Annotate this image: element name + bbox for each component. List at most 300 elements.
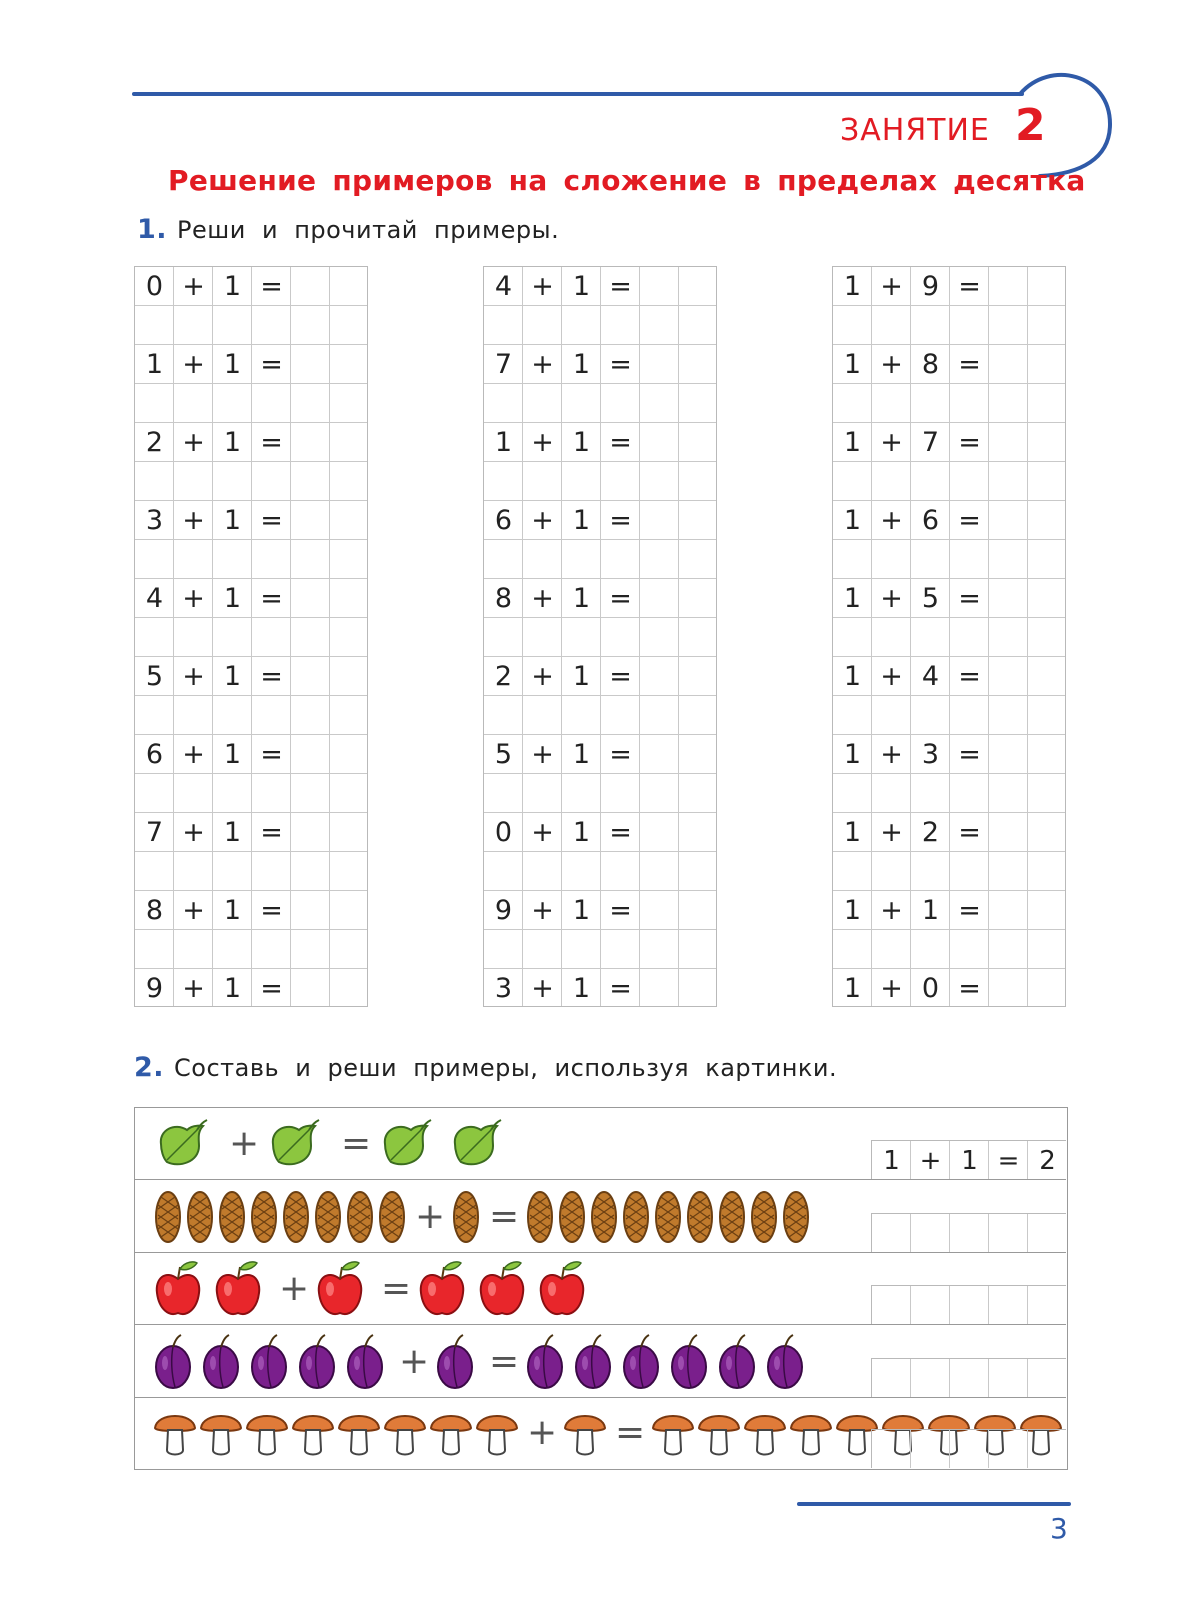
equation-cell: = bbox=[260, 271, 283, 302]
equation-cell: 4 bbox=[145, 583, 164, 614]
answer-cell[interactable] bbox=[911, 1214, 950, 1253]
equation-cell: 7 bbox=[921, 427, 940, 458]
equation-row bbox=[135, 969, 369, 1008]
task1-heading bbox=[137, 214, 559, 245]
answer-cell[interactable] bbox=[989, 267, 1028, 306]
answer-cell[interactable] bbox=[989, 891, 1028, 930]
apple-icon bbox=[213, 1259, 263, 1323]
pinecone-icon bbox=[377, 1189, 407, 1249]
equation-cell: 1 bbox=[843, 895, 862, 926]
pinecone-icon bbox=[589, 1189, 619, 1249]
equals-sign: = bbox=[341, 1123, 372, 1164]
answer-cell[interactable] bbox=[1028, 423, 1067, 462]
equation-cell: = bbox=[609, 271, 632, 302]
answer-cell[interactable] bbox=[640, 423, 679, 462]
answer-cell[interactable] bbox=[1028, 1286, 1067, 1325]
answer-cells[interactable] bbox=[871, 1285, 1066, 1324]
answer-cell[interactable] bbox=[1028, 891, 1067, 930]
equation-row bbox=[484, 345, 718, 384]
equation-cell: 5 bbox=[494, 739, 513, 770]
equation-cell: + bbox=[531, 661, 554, 692]
answer-cell[interactable] bbox=[872, 1286, 911, 1325]
equation-cell: = bbox=[958, 661, 981, 692]
equation-cell: 1 bbox=[921, 895, 940, 926]
answer-cells[interactable] bbox=[871, 1429, 1066, 1468]
answer-cell[interactable]: 1 bbox=[883, 1146, 900, 1176]
equation-cell: 3 bbox=[921, 739, 940, 770]
apple-icon bbox=[477, 1259, 527, 1323]
mushroom-icon bbox=[153, 1408, 197, 1462]
answer-cell[interactable] bbox=[989, 1214, 1028, 1253]
pinecone-icon bbox=[185, 1189, 215, 1249]
equation-row bbox=[484, 423, 718, 462]
plus-sign: + bbox=[527, 1412, 558, 1453]
plum-icon bbox=[201, 1333, 241, 1395]
page-number: 3 bbox=[1050, 1512, 1068, 1545]
equation-cell: + bbox=[182, 349, 205, 380]
pinecone-icon bbox=[653, 1189, 683, 1249]
picture-example-row bbox=[135, 1180, 1066, 1253]
equation-cell: = bbox=[958, 271, 981, 302]
pinecone-icon bbox=[717, 1189, 747, 1249]
equation-cell: = bbox=[260, 583, 283, 614]
mushroom-icon bbox=[291, 1408, 335, 1462]
answer-cell[interactable] bbox=[1028, 813, 1067, 852]
equation-cell: 1 bbox=[843, 817, 862, 848]
equation-cell: + bbox=[182, 505, 205, 536]
exercise-grid bbox=[483, 266, 717, 1007]
answer-cells[interactable] bbox=[871, 1358, 1066, 1397]
equation-cell: + bbox=[531, 817, 554, 848]
task2-number: 2. bbox=[134, 1052, 165, 1083]
equation-cell: 0 bbox=[145, 271, 164, 302]
equation-cell: 4 bbox=[921, 661, 940, 692]
answer-cell[interactable] bbox=[1028, 579, 1067, 618]
plus-sign: + bbox=[415, 1195, 446, 1237]
equation-row bbox=[135, 891, 369, 930]
task2-heading bbox=[134, 1052, 837, 1083]
apple-icon bbox=[417, 1259, 467, 1323]
footer-rule bbox=[797, 1502, 1071, 1506]
answer-cell[interactable] bbox=[291, 579, 330, 618]
equation-cell: 4 bbox=[494, 271, 513, 302]
answer-cell[interactable] bbox=[640, 969, 679, 1008]
equation-cell: + bbox=[880, 349, 903, 380]
answer-cell[interactable] bbox=[679, 969, 718, 1008]
mushroom-icon bbox=[743, 1408, 787, 1462]
equation-cell: + bbox=[182, 973, 205, 1004]
picture-example-row bbox=[135, 1398, 1066, 1468]
equation-row bbox=[833, 735, 1067, 774]
equation-cell: = bbox=[609, 505, 632, 536]
answer-cell[interactable] bbox=[679, 267, 718, 306]
equation-cell: 1 bbox=[572, 583, 591, 614]
equation-cell: 1 bbox=[494, 427, 513, 458]
answer-cell[interactable] bbox=[872, 1430, 911, 1469]
equation-cell: 2 bbox=[494, 661, 513, 692]
pinecone-icon bbox=[749, 1189, 779, 1249]
answer-cell[interactable] bbox=[291, 345, 330, 384]
equation-cell: 1 bbox=[843, 973, 862, 1004]
equation-row bbox=[833, 891, 1067, 930]
equation-row bbox=[833, 501, 1067, 540]
equation-cell: 1 bbox=[145, 349, 164, 380]
mushroom-icon bbox=[789, 1408, 833, 1462]
equation-cell: + bbox=[880, 973, 903, 1004]
pinecone-icon bbox=[249, 1189, 279, 1249]
equation-cell: 5 bbox=[145, 661, 164, 692]
equation-cell: 3 bbox=[494, 973, 513, 1004]
equation-row bbox=[484, 501, 718, 540]
equation-cell: = bbox=[958, 817, 981, 848]
equation-cell: + bbox=[880, 583, 903, 614]
plus-sign: + bbox=[229, 1123, 260, 1164]
answer-cell[interactable] bbox=[679, 501, 718, 540]
answer-cell[interactable] bbox=[291, 969, 330, 1008]
equation-cell: = bbox=[958, 505, 981, 536]
equation-cell: + bbox=[880, 661, 903, 692]
pinecone-icon bbox=[313, 1189, 343, 1249]
plum-icon bbox=[435, 1333, 475, 1395]
equation-cell: = bbox=[958, 739, 981, 770]
mushroom-icon bbox=[199, 1408, 243, 1462]
plum-icon bbox=[765, 1333, 805, 1395]
answer-cell[interactable] bbox=[950, 1359, 989, 1398]
equation-cell: 1 bbox=[572, 661, 591, 692]
equation-row bbox=[135, 345, 369, 384]
answer-cell[interactable] bbox=[989, 1286, 1028, 1325]
equation-cell: = bbox=[260, 427, 283, 458]
answer-cell[interactable] bbox=[1028, 1214, 1067, 1253]
answer-cell[interactable] bbox=[872, 1359, 911, 1398]
equation-cell: = bbox=[609, 661, 632, 692]
mushroom-icon bbox=[697, 1408, 741, 1462]
equation-row bbox=[135, 423, 369, 462]
answer-cell[interactable] bbox=[640, 657, 679, 696]
answer-cell[interactable] bbox=[640, 735, 679, 774]
equation-cell: = bbox=[958, 973, 981, 1004]
answer-cell[interactable] bbox=[1028, 501, 1067, 540]
equation-row bbox=[484, 579, 718, 618]
plum-icon bbox=[345, 1333, 385, 1395]
answer-cell[interactable] bbox=[989, 1430, 1028, 1469]
equation-row bbox=[484, 891, 718, 930]
answer-cell[interactable] bbox=[330, 501, 369, 540]
equation-cell: = bbox=[609, 349, 632, 380]
answer-cell[interactable] bbox=[640, 813, 679, 852]
equation-cell: + bbox=[182, 583, 205, 614]
picture-example-row bbox=[135, 1108, 1066, 1180]
equals-sign: = bbox=[381, 1268, 412, 1309]
equation-cell: 7 bbox=[494, 349, 513, 380]
equation-row bbox=[135, 657, 369, 696]
task1-number: 1. bbox=[137, 214, 168, 245]
plum-icon bbox=[153, 1333, 193, 1395]
answer-cell[interactable] bbox=[330, 423, 369, 462]
lesson-label: ЗАНЯТИЕ bbox=[840, 113, 990, 148]
mushroom-icon bbox=[429, 1408, 473, 1462]
mushroom-icon bbox=[651, 1408, 695, 1462]
equation-cell: + bbox=[531, 349, 554, 380]
answer-cell[interactable] bbox=[291, 423, 330, 462]
equation-cell: = bbox=[958, 427, 981, 458]
exercise-grid bbox=[832, 266, 1066, 1007]
task2-text: Составь и реши примеры, используя картинки. bbox=[174, 1054, 838, 1082]
plum-icon bbox=[669, 1333, 709, 1395]
answer-cell[interactable] bbox=[291, 891, 330, 930]
pinecone-icon bbox=[217, 1189, 247, 1249]
answer-cell[interactable] bbox=[989, 657, 1028, 696]
answer-cells[interactable] bbox=[871, 1213, 1066, 1252]
answer-cell[interactable] bbox=[911, 1430, 950, 1469]
answer-cell[interactable] bbox=[989, 423, 1028, 462]
exercise-grid bbox=[134, 266, 368, 1007]
answer-cell[interactable] bbox=[640, 345, 679, 384]
equation-row bbox=[833, 345, 1067, 384]
equation-cell: + bbox=[880, 505, 903, 536]
equation-cell: + bbox=[182, 661, 205, 692]
equation-cell: 6 bbox=[921, 505, 940, 536]
answer-cell[interactable] bbox=[911, 1286, 950, 1325]
equation-cell: + bbox=[880, 739, 903, 770]
equation-cell: + bbox=[182, 817, 205, 848]
answer-cell[interactable] bbox=[640, 267, 679, 306]
equation-cell: + bbox=[531, 271, 554, 302]
answer-cell[interactable] bbox=[330, 345, 369, 384]
pinecone-icon bbox=[685, 1189, 715, 1249]
equation-cell: 6 bbox=[145, 739, 164, 770]
plus-sign: + bbox=[399, 1340, 430, 1382]
equation-row bbox=[135, 735, 369, 774]
answer-cell[interactable] bbox=[872, 1214, 911, 1253]
equation-cell: + bbox=[531, 895, 554, 926]
equation-cell: 1 bbox=[223, 583, 242, 614]
answer-cell[interactable] bbox=[989, 579, 1028, 618]
equation-cell: 0 bbox=[921, 973, 940, 1004]
answer-cell[interactable] bbox=[291, 657, 330, 696]
equation-row bbox=[833, 267, 1067, 306]
answer-cell[interactable]: 2 bbox=[1039, 1146, 1056, 1176]
page-title: Решение примеров на сложение в пределах десятка bbox=[168, 164, 1086, 197]
equation-cell: = bbox=[609, 427, 632, 458]
equation-cell: 8 bbox=[921, 349, 940, 380]
answer-cell[interactable] bbox=[1028, 1359, 1067, 1398]
answer-cell[interactable] bbox=[1028, 735, 1067, 774]
equation-cell: = bbox=[260, 973, 283, 1004]
equation-cell: = bbox=[260, 817, 283, 848]
answer-cell[interactable] bbox=[1028, 345, 1067, 384]
answer-cell[interactable] bbox=[679, 735, 718, 774]
equation-cell: = bbox=[260, 739, 283, 770]
pinecone-icon bbox=[281, 1189, 311, 1249]
equation-cell: 7 bbox=[145, 817, 164, 848]
equation-cell: 1 bbox=[572, 973, 591, 1004]
answer-cell[interactable] bbox=[330, 267, 369, 306]
answer-cell[interactable] bbox=[330, 813, 369, 852]
equation-row bbox=[484, 813, 718, 852]
lesson-number: 2 bbox=[1015, 100, 1046, 151]
answer-cell[interactable] bbox=[640, 501, 679, 540]
leaf-icon bbox=[265, 1118, 321, 1174]
equation-cell: + bbox=[531, 739, 554, 770]
equation-cell: 1 bbox=[572, 427, 591, 458]
plum-icon bbox=[297, 1333, 337, 1395]
equation-cell: 1 bbox=[572, 505, 591, 536]
answer-cell[interactable] bbox=[330, 657, 369, 696]
task1-text: Реши и прочитай примеры. bbox=[177, 216, 560, 244]
mushroom-icon bbox=[383, 1408, 427, 1462]
equation-cell: 5 bbox=[921, 583, 940, 614]
answer-cell[interactable] bbox=[989, 813, 1028, 852]
answer-cell[interactable] bbox=[989, 969, 1028, 1008]
equation-cell: = bbox=[609, 817, 632, 848]
equation-cell: 1 bbox=[223, 817, 242, 848]
equation-cell: + bbox=[880, 271, 903, 302]
equation-cell: 1 bbox=[223, 739, 242, 770]
apple-icon bbox=[537, 1259, 587, 1323]
answer-cell[interactable] bbox=[1028, 657, 1067, 696]
apple-icon bbox=[315, 1259, 365, 1323]
equation-row bbox=[484, 657, 718, 696]
answer-cell[interactable] bbox=[989, 735, 1028, 774]
equation-cell: 9 bbox=[494, 895, 513, 926]
answer-cell[interactable] bbox=[679, 657, 718, 696]
answer-cell[interactable] bbox=[330, 969, 369, 1008]
answer-cell[interactable] bbox=[330, 891, 369, 930]
picture-examples-table bbox=[134, 1107, 1068, 1470]
equation-cell: + bbox=[531, 583, 554, 614]
answer-cell[interactable] bbox=[911, 1359, 950, 1398]
answer-cell[interactable] bbox=[950, 1214, 989, 1253]
mushroom-icon bbox=[563, 1408, 607, 1462]
equation-cell: 1 bbox=[843, 349, 862, 380]
answer-cell[interactable] bbox=[291, 267, 330, 306]
equation-cell: = bbox=[958, 895, 981, 926]
pinecone-icon bbox=[621, 1189, 651, 1249]
equation-cell: = bbox=[260, 349, 283, 380]
pinecone-icon bbox=[153, 1189, 183, 1249]
equation-cell: 8 bbox=[145, 895, 164, 926]
equation-cell: 1 bbox=[843, 739, 862, 770]
header-rule bbox=[132, 92, 1024, 96]
equation-cell: 1 bbox=[843, 583, 862, 614]
equation-cell: 1 bbox=[572, 349, 591, 380]
equation-row bbox=[833, 813, 1067, 852]
equation-cell: 1 bbox=[223, 349, 242, 380]
equation-cell: 6 bbox=[494, 505, 513, 536]
answer-cell[interactable] bbox=[640, 891, 679, 930]
equation-cell: 1 bbox=[572, 895, 591, 926]
equation-cell: 8 bbox=[494, 583, 513, 614]
equation-row bbox=[833, 969, 1067, 1008]
answer-cell[interactable] bbox=[989, 501, 1028, 540]
pinecone-icon bbox=[451, 1189, 481, 1249]
equation-cell: + bbox=[880, 817, 903, 848]
equation-cell: 2 bbox=[145, 427, 164, 458]
equation-cell: + bbox=[880, 427, 903, 458]
equation-row bbox=[135, 267, 369, 306]
plum-icon bbox=[249, 1333, 289, 1395]
equation-cell: 1 bbox=[223, 895, 242, 926]
pinecone-icon bbox=[557, 1189, 587, 1249]
answer-cell[interactable] bbox=[989, 345, 1028, 384]
equals-sign: = bbox=[489, 1340, 520, 1382]
equation-cell: 9 bbox=[921, 271, 940, 302]
answer-cell[interactable] bbox=[679, 579, 718, 618]
equation-cell: = bbox=[958, 349, 981, 380]
equation-cell: + bbox=[182, 739, 205, 770]
answer-cell[interactable] bbox=[1028, 1430, 1067, 1469]
equals-sign: = bbox=[489, 1195, 520, 1237]
equation-cell: 1 bbox=[843, 505, 862, 536]
answer-cells[interactable] bbox=[871, 1140, 1066, 1179]
plum-icon bbox=[525, 1333, 565, 1395]
equation-cell: 1 bbox=[572, 739, 591, 770]
equation-cell: 1 bbox=[572, 817, 591, 848]
plum-icon bbox=[573, 1333, 613, 1395]
answer-cell[interactable] bbox=[1028, 969, 1067, 1008]
plum-icon bbox=[717, 1333, 757, 1395]
answer-cell[interactable]: + bbox=[919, 1146, 942, 1176]
equation-cell: + bbox=[182, 427, 205, 458]
answer-cell[interactable] bbox=[950, 1286, 989, 1325]
equation-cell: + bbox=[880, 895, 903, 926]
answer-cell[interactable] bbox=[640, 579, 679, 618]
equation-row bbox=[484, 735, 718, 774]
equation-cell: = bbox=[260, 661, 283, 692]
equation-cell: 1 bbox=[223, 973, 242, 1004]
answer-cell[interactable] bbox=[989, 1359, 1028, 1398]
mushroom-icon bbox=[245, 1408, 289, 1462]
picture-example-row bbox=[135, 1325, 1066, 1398]
equation-cell: 1 bbox=[843, 427, 862, 458]
equation-row bbox=[484, 969, 718, 1008]
equation-cell: 1 bbox=[843, 271, 862, 302]
answer-cell[interactable] bbox=[330, 735, 369, 774]
apple-icon bbox=[153, 1259, 203, 1323]
answer-cell[interactable] bbox=[679, 423, 718, 462]
equation-cell: 0 bbox=[494, 817, 513, 848]
equation-cell: = bbox=[260, 895, 283, 926]
answer-cell[interactable]: 1 bbox=[961, 1146, 978, 1176]
answer-cell[interactable] bbox=[291, 501, 330, 540]
answer-cell[interactable] bbox=[330, 579, 369, 618]
equation-cell: 1 bbox=[843, 661, 862, 692]
equation-cell: = bbox=[609, 895, 632, 926]
answer-cell[interactable] bbox=[291, 813, 330, 852]
answer-cell[interactable] bbox=[679, 345, 718, 384]
mushroom-icon bbox=[475, 1408, 519, 1462]
pinecone-icon bbox=[345, 1189, 375, 1249]
answer-cell[interactable]: = bbox=[997, 1146, 1020, 1176]
equation-cell: = bbox=[609, 739, 632, 770]
pinecone-icon bbox=[781, 1189, 811, 1249]
pinecone-icon bbox=[525, 1189, 555, 1249]
equation-cell: 1 bbox=[223, 505, 242, 536]
equation-cell: = bbox=[958, 583, 981, 614]
equation-cell: 3 bbox=[145, 505, 164, 536]
equation-cell: + bbox=[531, 973, 554, 1004]
mushroom-icon bbox=[337, 1408, 381, 1462]
answer-cell[interactable] bbox=[679, 891, 718, 930]
answer-cell[interactable] bbox=[1028, 267, 1067, 306]
equation-cell: 1 bbox=[223, 271, 242, 302]
equation-cell: + bbox=[182, 895, 205, 926]
answer-cell[interactable] bbox=[950, 1430, 989, 1469]
equation-cell: + bbox=[182, 271, 205, 302]
answer-cell[interactable] bbox=[679, 813, 718, 852]
answer-cell[interactable] bbox=[291, 735, 330, 774]
